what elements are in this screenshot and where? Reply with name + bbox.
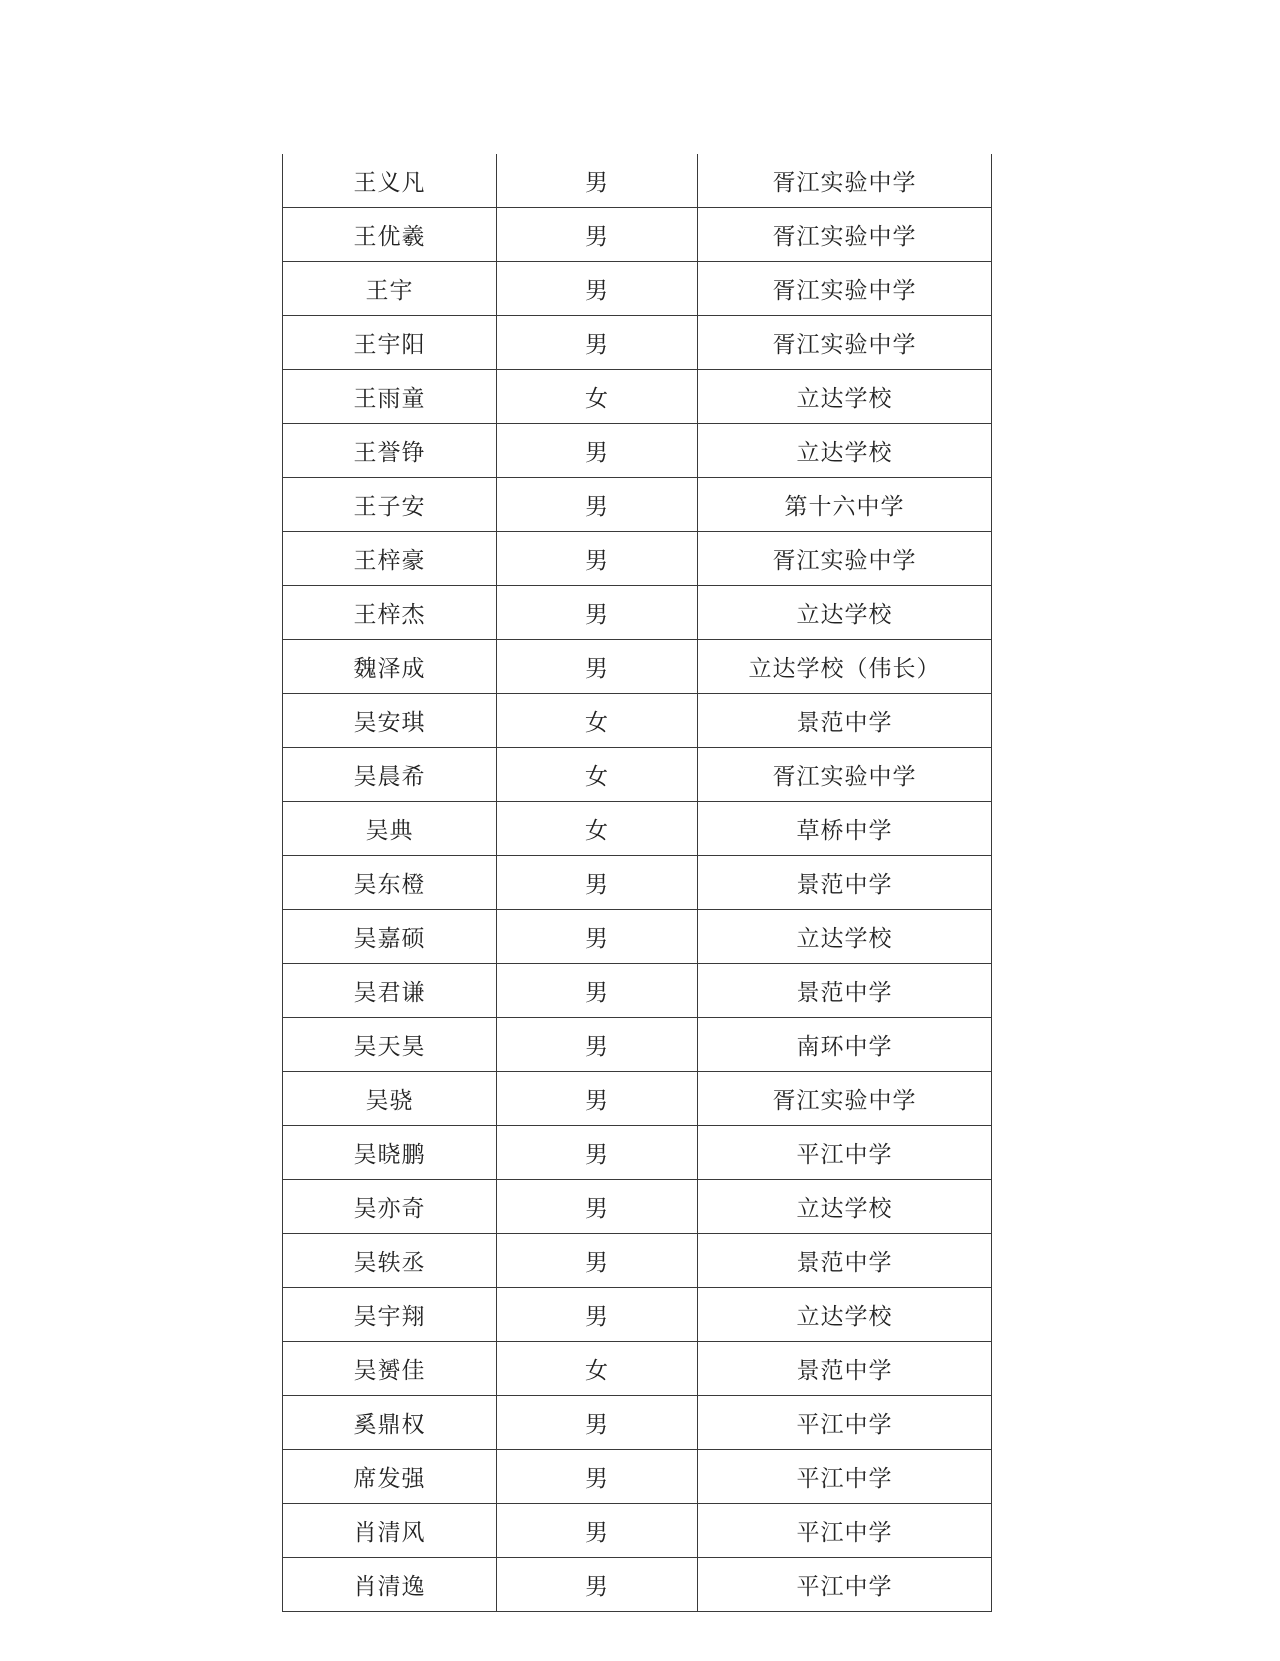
student-name-cell: 王誉铮 [283,424,497,478]
gender-cell: 男 [497,1396,698,1450]
school-cell: 胥江实验中学 [698,208,992,262]
gender-cell: 女 [497,1342,698,1396]
table-row [283,478,992,532]
school-cell: 胥江实验中学 [698,154,992,208]
school-cell: 立达学校 [698,586,992,640]
gender-cell: 男 [497,1288,698,1342]
table-row [283,910,992,964]
gender-cell: 女 [497,802,698,856]
student-name-cell: 王优羲 [283,208,497,262]
gender-cell: 男 [497,424,698,478]
table-row [283,154,992,208]
gender-cell: 男 [497,478,698,532]
school-cell: 平江中学 [698,1558,992,1612]
table-row [283,1450,992,1504]
school-cell: 胥江实验中学 [698,316,992,370]
table-row [283,1504,992,1558]
gender-cell: 男 [497,154,698,208]
table-row [283,1288,992,1342]
student-name-cell: 王义凡 [283,154,497,208]
school-cell: 胥江实验中学 [698,532,992,586]
gender-cell: 男 [497,262,698,316]
gender-cell: 男 [497,1072,698,1126]
student-name-cell: 王梓豪 [283,532,497,586]
table-row [283,1234,992,1288]
table-row [283,856,992,910]
student-name-cell: 吴君谦 [283,964,497,1018]
gender-cell: 男 [497,640,698,694]
student-name-cell: 吴晓鹏 [283,1126,497,1180]
table-row [283,640,992,694]
roster-body [283,154,992,1612]
school-cell: 胥江实验中学 [698,748,992,802]
table-row [283,802,992,856]
school-cell: 立达学校（伟长） [698,640,992,694]
table-row [283,1018,992,1072]
gender-cell: 男 [497,910,698,964]
student-name-cell: 王雨童 [283,370,497,424]
student-name-cell: 席发强 [283,1450,497,1504]
student-name-cell: 吴宇翔 [283,1288,497,1342]
table-row [283,748,992,802]
table-row [283,1072,992,1126]
table-row [283,1342,992,1396]
student-name-cell: 吴东橙 [283,856,497,910]
school-cell: 平江中学 [698,1504,992,1558]
gender-cell: 女 [497,370,698,424]
gender-cell: 男 [497,1504,698,1558]
school-cell: 景范中学 [698,1234,992,1288]
school-cell: 立达学校 [698,1180,992,1234]
student-name-cell: 吴晨希 [283,748,497,802]
student-name-cell: 吴骁 [283,1072,497,1126]
school-cell: 立达学校 [698,910,992,964]
gender-cell: 女 [497,694,698,748]
gender-cell: 男 [497,1018,698,1072]
student-roster-table [282,154,992,1612]
gender-cell: 男 [497,1180,698,1234]
gender-cell: 男 [497,532,698,586]
school-cell: 胥江实验中学 [698,1072,992,1126]
gender-cell: 男 [497,208,698,262]
school-cell: 立达学校 [698,370,992,424]
school-cell: 第十六中学 [698,478,992,532]
student-name-cell: 肖清逸 [283,1558,497,1612]
student-name-cell: 肖清风 [283,1504,497,1558]
gender-cell: 男 [497,1558,698,1612]
student-name-cell: 吴亦奇 [283,1180,497,1234]
student-name-cell: 王梓杰 [283,586,497,640]
table-row [283,1126,992,1180]
student-name-cell: 吴安琪 [283,694,497,748]
gender-cell: 男 [497,856,698,910]
school-cell: 平江中学 [698,1126,992,1180]
student-name-cell: 吴轶丞 [283,1234,497,1288]
table-row [283,424,992,478]
school-cell: 景范中学 [698,1342,992,1396]
school-cell: 景范中学 [698,964,992,1018]
school-cell: 平江中学 [698,1396,992,1450]
gender-cell: 男 [497,1126,698,1180]
table-row [283,1180,992,1234]
school-cell: 平江中学 [698,1450,992,1504]
school-cell: 胥江实验中学 [698,262,992,316]
school-cell: 草桥中学 [698,802,992,856]
gender-cell: 男 [497,586,698,640]
gender-cell: 男 [497,1234,698,1288]
student-name-cell: 吴赟佳 [283,1342,497,1396]
table-row [283,586,992,640]
gender-cell: 男 [497,964,698,1018]
school-cell: 立达学校 [698,424,992,478]
table-row [283,1396,992,1450]
student-name-cell: 吴典 [283,802,497,856]
gender-cell: 男 [497,316,698,370]
table-row [283,316,992,370]
school-cell: 南环中学 [698,1018,992,1072]
table-row [283,262,992,316]
table-row [283,370,992,424]
gender-cell: 女 [497,748,698,802]
student-name-cell: 王宇阳 [283,316,497,370]
table-row [283,1558,992,1612]
school-cell: 景范中学 [698,694,992,748]
student-name-cell: 吴天昊 [283,1018,497,1072]
student-name-cell: 魏泽成 [283,640,497,694]
student-name-cell: 王宇 [283,262,497,316]
table-row [283,532,992,586]
student-name-cell: 奚鼎权 [283,1396,497,1450]
table-row [283,694,992,748]
table-row [283,964,992,1018]
school-cell: 景范中学 [698,856,992,910]
table-row [283,208,992,262]
student-name-cell: 吴嘉硕 [283,910,497,964]
school-cell: 立达学校 [698,1288,992,1342]
student-name-cell: 王子安 [283,478,497,532]
gender-cell: 男 [497,1450,698,1504]
